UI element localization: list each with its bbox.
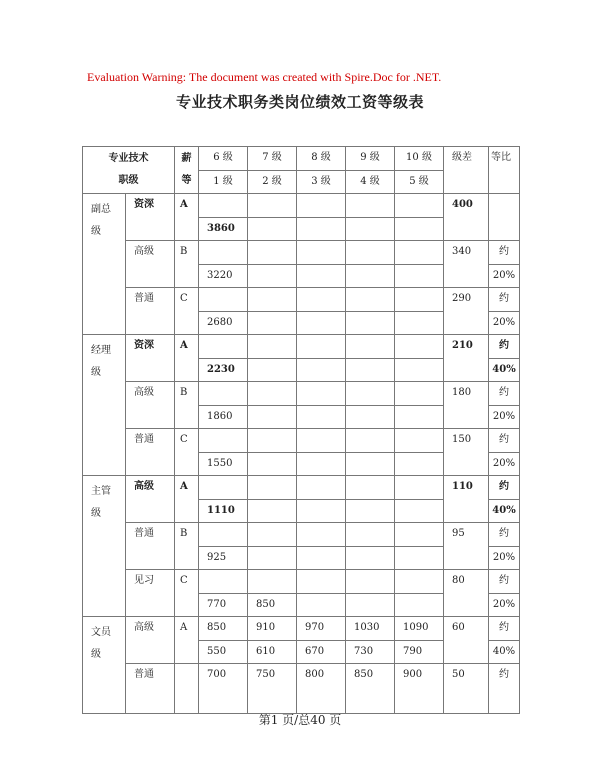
base-value: 2230 (199, 358, 248, 382)
group-label-line2: 级 (91, 508, 101, 519)
cell-value: 1030 (346, 617, 395, 641)
diff-value: 180 (444, 382, 489, 429)
diff-value: 150 (444, 429, 489, 476)
level-name: 高级 (126, 241, 175, 288)
cell-value: 1090 (395, 617, 444, 641)
group-label-wenyuan (83, 617, 126, 714)
ratio-label: 约 (489, 429, 520, 453)
table-row (83, 194, 520, 218)
group-label-line2: 级 (91, 226, 101, 237)
cell-value: 970 (297, 617, 346, 641)
cell-value: 550 (199, 640, 248, 664)
header-row (83, 147, 520, 171)
level-name: 普通 (126, 664, 175, 714)
ratio-value: 40% (489, 640, 520, 664)
table-row (83, 617, 520, 641)
page-footer: 第1 页/总40 页 (258, 713, 342, 727)
grade-bottom-5: 5 级 (395, 170, 444, 194)
base-value: 2680 (199, 311, 248, 335)
diff-value: 210 (444, 335, 489, 382)
ratio-value: 20% (489, 264, 520, 288)
base-value: 3860 (199, 217, 248, 241)
group-label-line1: 主管 (91, 486, 111, 497)
level-grade: A (175, 335, 199, 382)
level-name: 资深 (126, 335, 175, 382)
ratio-value: 40% (489, 358, 520, 382)
level-name: 普通 (126, 523, 175, 570)
level-grade: A (175, 476, 199, 523)
cell-value: 670 (297, 640, 346, 664)
header-pay-line1: 薪 (181, 153, 192, 164)
ratio-label: 约 (489, 241, 520, 265)
cell-value: 910 (248, 617, 297, 641)
level-name: 普通 (126, 288, 175, 335)
level-name: 高级 (126, 476, 175, 523)
page-title: 专业技术职务类岗位绩效工资等级表 (175, 93, 424, 111)
level-grade: B (175, 523, 199, 570)
group-label-line1: 副总 (91, 204, 111, 215)
ratio-value: 20% (489, 546, 520, 570)
group-label-line1: 文员 (91, 627, 111, 638)
ratio-label: 约 (489, 335, 520, 359)
header-title-line1: 专业技术 (108, 153, 149, 164)
ratio-value: 20% (489, 311, 520, 335)
base-value: 1860 (199, 405, 248, 429)
cell-value: 790 (395, 640, 444, 664)
grade-top-8: 8 级 (297, 147, 346, 171)
level-name: 高级 (126, 382, 175, 429)
second-value: 850 (248, 593, 297, 617)
grade-bottom-3: 3 级 (297, 170, 346, 194)
level-name: 见习 (126, 570, 175, 617)
cell-value: 610 (248, 640, 297, 664)
diff-value: 50 (444, 664, 489, 714)
group-label-line1: 经理 (91, 345, 111, 356)
cell-value: 730 (346, 640, 395, 664)
ratio-label: 约 (489, 617, 520, 641)
ratio-label: 约 (489, 382, 520, 406)
base-value: 925 (199, 546, 248, 570)
table-row (83, 429, 520, 453)
level-grade: B (175, 241, 199, 288)
group-label-jingli (83, 335, 126, 476)
level-name: 普通 (126, 429, 175, 476)
ratio-label: 约 (489, 476, 520, 500)
grade-bottom-2: 2 级 (248, 170, 297, 194)
diff-value: 80 (444, 570, 489, 617)
level-grade: A (175, 194, 199, 241)
header-pay-line2: 等 (181, 175, 192, 186)
cell-value: 900 (395, 664, 444, 714)
header-title-line2: 职级 (118, 175, 139, 186)
table-row (83, 570, 520, 594)
grade-bottom-1: 1 级 (199, 170, 248, 194)
header-diff: 级差 (444, 147, 489, 194)
level-name: 资深 (126, 194, 175, 241)
cell-value: 850 (199, 617, 248, 641)
group-label-zhuguan (83, 476, 126, 617)
ratio-label: 约 (489, 288, 520, 312)
level-grade: C (175, 288, 199, 335)
table-row (83, 382, 520, 406)
base-value: 770 (199, 593, 248, 617)
grade-top-10: 10 级 (395, 147, 444, 171)
diff-value: 110 (444, 476, 489, 523)
table-row (83, 523, 520, 547)
diff-value: 400 (444, 194, 489, 241)
header-ratio: 等比 (489, 147, 520, 194)
ratio-label: 约 (489, 523, 520, 547)
group-label-line2: 级 (91, 367, 101, 378)
diff-value: 95 (444, 523, 489, 570)
level-grade: C (175, 570, 199, 617)
group-label-fuzong (83, 194, 126, 335)
level-grade: B (175, 382, 199, 429)
grade-top-9: 9 级 (346, 147, 395, 171)
table-row (83, 241, 520, 265)
evaluation-warning: Evaluation Warning: The document was created with Spire.Doc for .NET. (87, 70, 442, 84)
diff-value: 340 (444, 241, 489, 288)
header-pay-grade-cell (175, 147, 199, 194)
level-grade: A (175, 617, 199, 664)
cell-value: 750 (248, 664, 297, 714)
base-value: 3220 (199, 264, 248, 288)
ratio-label: 约 (489, 570, 520, 594)
ratio-value: 20% (489, 405, 520, 429)
ratio-value: 40% (489, 499, 520, 523)
level-grade: C (175, 429, 199, 476)
grade-top-6: 6 级 (199, 147, 248, 171)
table-row (83, 664, 520, 714)
ratio-value: 20% (489, 593, 520, 617)
ratio-value: 20% (489, 452, 520, 476)
diff-value: 290 (444, 288, 489, 335)
cell-value: 700 (199, 664, 248, 714)
grade-table (82, 146, 520, 714)
level-name: 高级 (126, 617, 175, 664)
table-row (83, 335, 520, 359)
table-row (83, 476, 520, 500)
header-title-cell (83, 147, 175, 194)
base-value: 1110 (199, 499, 248, 523)
grade-bottom-4: 4 级 (346, 170, 395, 194)
cell-value: 800 (297, 664, 346, 714)
group-label-line2: 级 (91, 649, 101, 660)
base-value: 1550 (199, 452, 248, 476)
table-row (83, 288, 520, 312)
cell-value: 850 (346, 664, 395, 714)
diff-value: 60 (444, 617, 489, 664)
ratio-label: 约 (489, 664, 520, 714)
grade-top-7: 7 级 (248, 147, 297, 171)
